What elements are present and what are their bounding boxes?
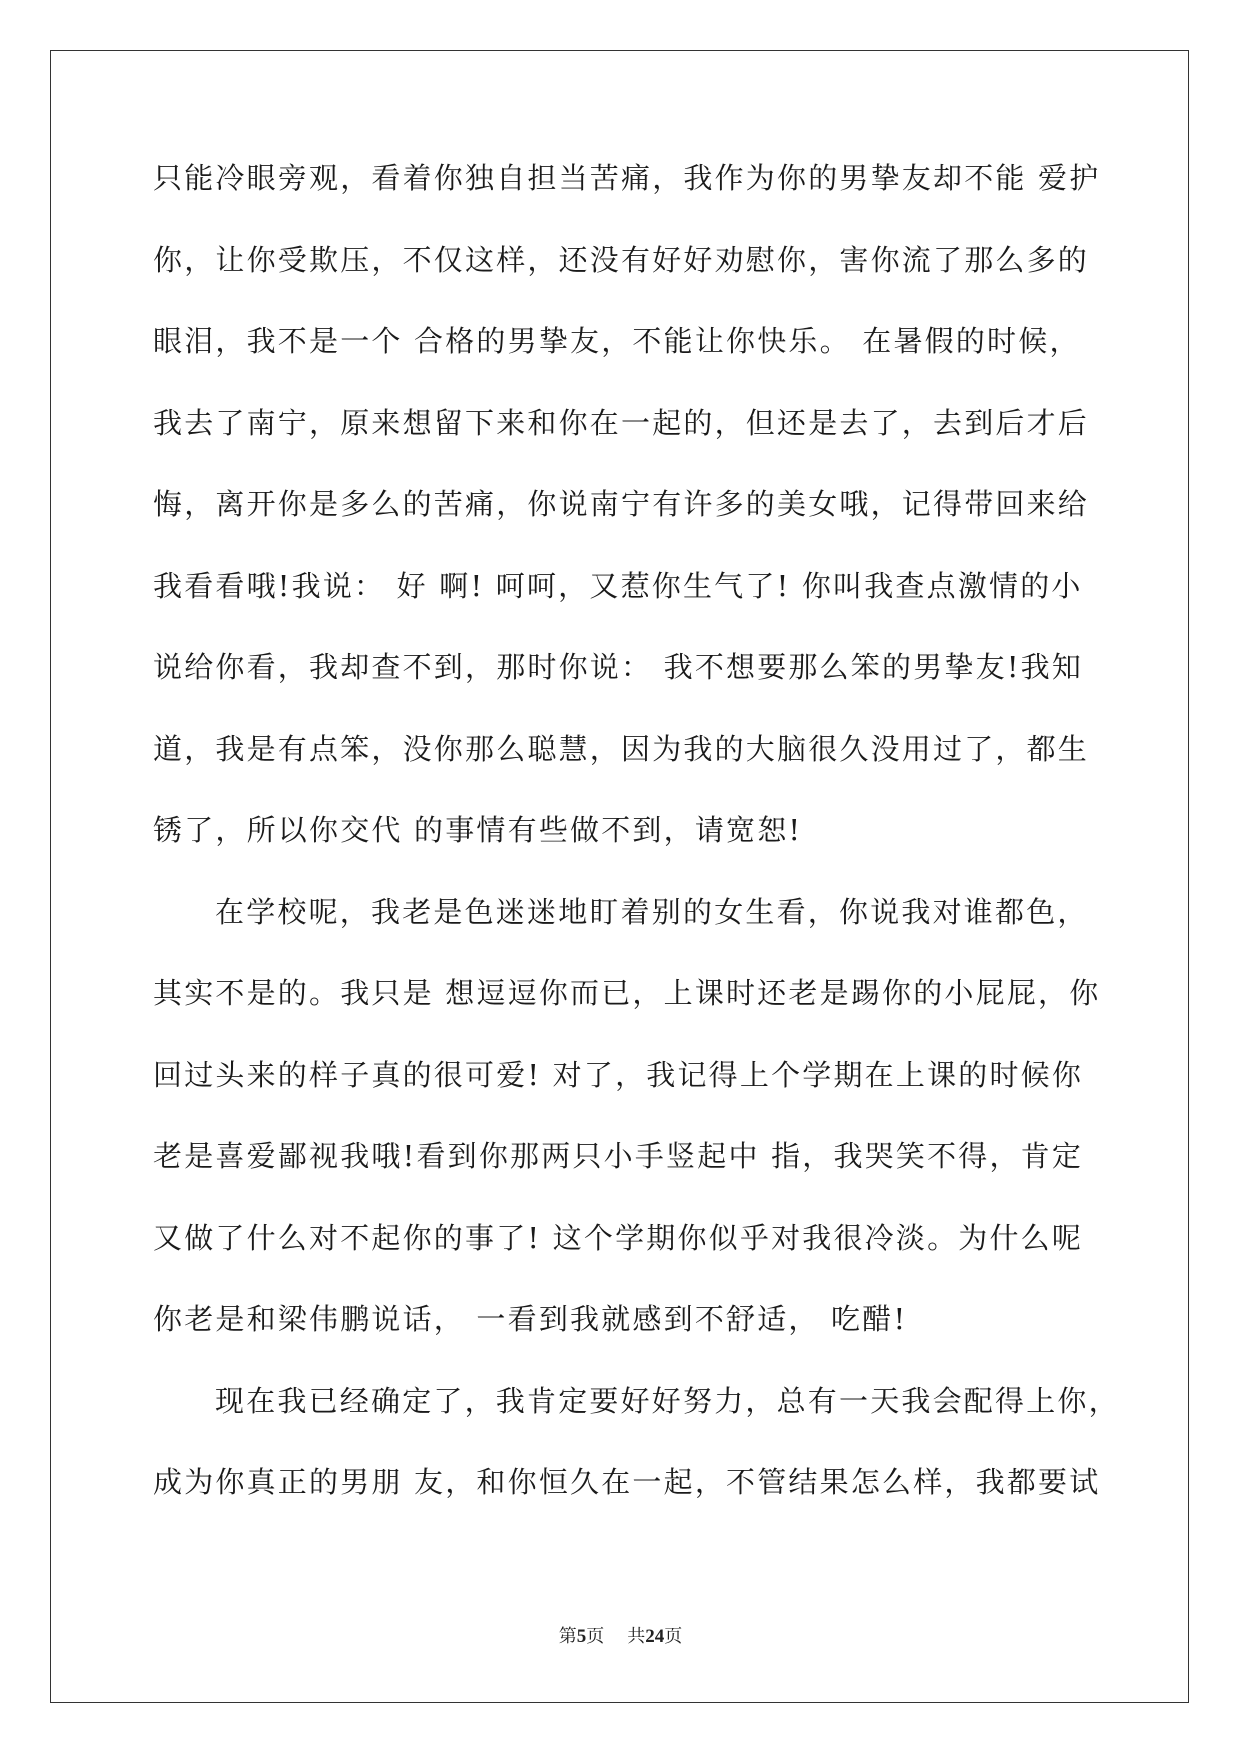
- text-line: 回过头来的样子真的很可爱! 对了，我记得上个学期在上课的时候你: [153, 1057, 1084, 1092]
- text-line: 道，我是有点笨，没你那么聪慧，因为我的大脑很久没用过了，都生: [153, 731, 1090, 766]
- paragraph-start-line: 现在我已经确定了，我肯定要好好努力，总有一天我会配得上你，: [215, 1383, 1120, 1418]
- page-footer: [0, 1622, 1241, 1648]
- text-line: 锈了，所以你交代 的事情有些做不到，请宽恕!: [153, 813, 803, 847]
- text-line: 我看看哦!我说： 好 啊! 呵呵，又惹你生气了! 你叫我查点激情的小: [153, 568, 1083, 603]
- text-line: 我去了南宁，原来想留下来和你在一起的，但还是去了，去到后才后: [153, 405, 1090, 440]
- text-line: 说给你看，我却查不到，那时你说： 我不想要那么笨的男挚友!我知: [153, 650, 1084, 684]
- text-line: 悔，离开你是多么的苦痛，你说南宁有许多的美女哦，记得带回来给: [153, 487, 1090, 521]
- total-prefix: 共: [627, 1626, 646, 1647]
- text-line: 你，让你受欺压，不仅这样，还没有好好劝慰你，害你流了那么多的: [153, 242, 1090, 277]
- text-line: 你老是和梁伟鹏说话， 一看到我就感到不舒适， 吃醋!: [153, 1302, 908, 1336]
- total-pages: 24: [645, 1626, 665, 1647]
- page-number: 5: [576, 1626, 587, 1647]
- text-line: 又做了什么对不起你的事了! 这个学期你似乎对我很冷淡。为什么呢: [153, 1220, 1084, 1255]
- text-line: 其实不是的。我只是 想逗逗你而已，上课时还老是踢你的小屁屁，你: [153, 976, 1101, 1010]
- document-body: [153, 158, 1120, 1544]
- page-suffix: 页: [586, 1626, 605, 1647]
- text-line: 眼泪，我不是一个 合格的男挚友，不能让你快乐。 在暑假的时候，: [153, 324, 1081, 358]
- paragraph-start-line: 在学校呢，我老是色迷迷地盯着别的女生看，你说我对谁都色，: [215, 894, 1089, 929]
- text-line: 老是喜爱鄙视我哦!看到你那两只小手竖起中 指，我哭笑不得，肯定: [153, 1139, 1084, 1173]
- text-line: 只能冷眼旁观，看着你独自担当苦痛，我作为你的男挚友却不能 爱护: [153, 161, 1101, 195]
- page-prefix: 第: [558, 1626, 577, 1647]
- text-line: 成为你真正的男朋 友，和你恒久在一起，不管结果怎么样，我都要试: [153, 1465, 1101, 1499]
- total-suffix: 页: [664, 1626, 683, 1647]
